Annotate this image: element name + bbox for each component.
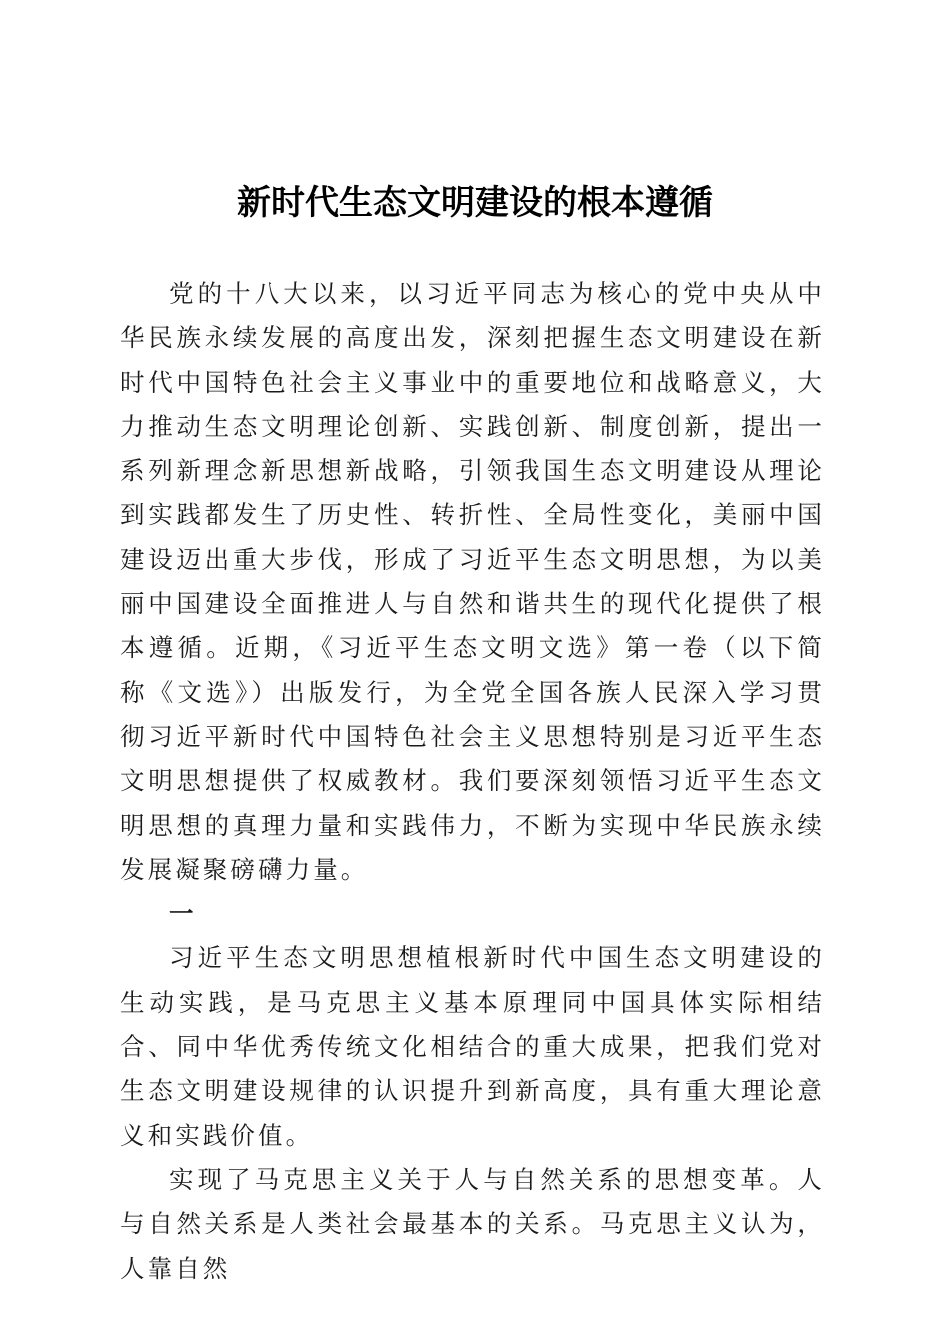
paragraph-section-one: 习近平生态文明思想植根新时代中国生态文明建设的生动实践，是马克思主义基本原理同中国具体实际相结合、同中华优秀传统文化相结合的重大成果，把我们党对生态文明建设规律的认识提升到新高度，具有重大理论意义和实践价值。 (120, 943, 825, 1150)
document-body (120, 272, 825, 1291)
section-number: 一 (169, 899, 197, 929)
paragraph-intro: 党的十八大以来，以习近平同志为核心的党中央从中华民族永续发展的高度出发，深刻把握生态文明建设在新时代中国特色社会主义事业中的重要地位和战略意义，大力推动生态文明理论创新、实践创新、制度创新，提出一系列新理念新思想新战略，引领我国生态文明建设从理论到实践都发生了历史性、转折性、全局性变化，美丽中国建设迈出重大步伐，形成了习近平生态文明思想，为以美丽中国建设全面推进人与自然和谐共生的现代化提供了根本遵循。近期，《习近平生态文明文选》第一卷（以下简称《文选》）出版发行，为全党全国各族人民深入学习贯彻习近平新时代中国特色社会主义思想特别是习近平生态文明思想提供了权威教材。我们要深刻领悟习近平生态文明思想的真理力量和实践伟力，不断为实现中华民族永续发展凝聚磅礴力量。 (120, 279, 825, 884)
document-title: 新时代生态文明建设的根本遵循 (237, 183, 713, 223)
paragraph-marxism: 实现了马克思主义关于人与自然关系的思想变革。人与自然关系是人类社会最基本的关系。马克思主义认为，人靠自然 (120, 1164, 825, 1283)
